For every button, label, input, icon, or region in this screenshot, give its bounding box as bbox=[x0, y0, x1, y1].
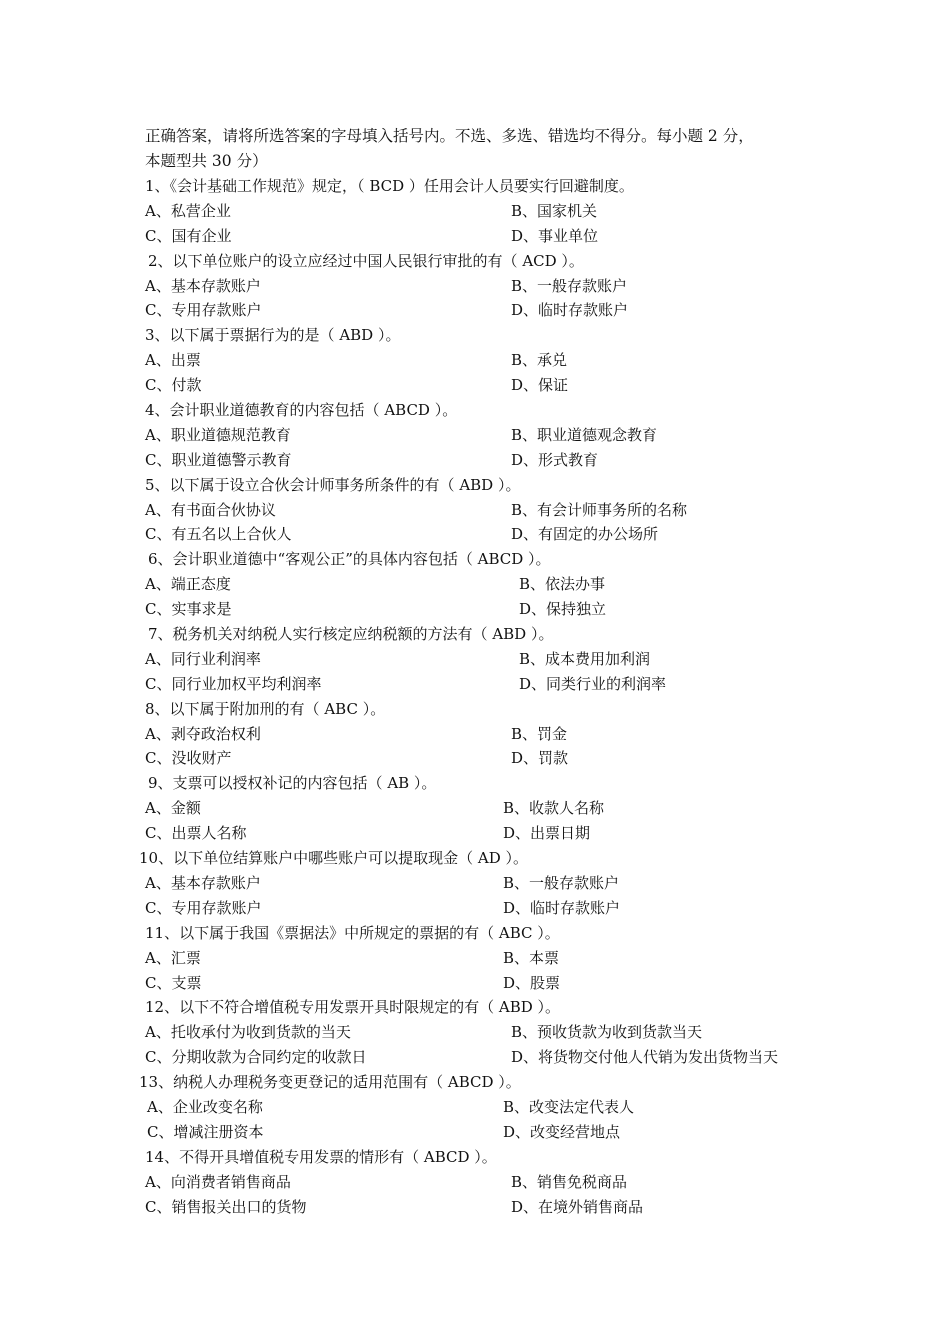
option-d: D、临时存款账户 bbox=[511, 301, 629, 320]
option-a: A、汇票 bbox=[145, 948, 201, 967]
option-a: A、私营企业 bbox=[145, 201, 231, 220]
question-9 bbox=[0, 771, 950, 846]
option-a: A、基本存款账户 bbox=[145, 276, 261, 295]
option-d: D、事业单位 bbox=[511, 226, 599, 245]
instructions-line-2: 本题型共 30 分） bbox=[145, 152, 268, 170]
option-d: D、出票日期 bbox=[503, 824, 591, 843]
option-b: B、成本费用加利润 bbox=[519, 649, 651, 668]
option-a: A、托收承付为收到货款的当天 bbox=[145, 1023, 351, 1042]
option-b: B、收款人名称 bbox=[503, 799, 605, 818]
option-b: B、罚金 bbox=[511, 724, 568, 743]
option-a: A、同行业利润率 bbox=[145, 649, 261, 668]
question-stem: 6、会计职业道德中“客观公正”的具体内容包括（ ABCD ）。 bbox=[148, 550, 551, 569]
option-b: B、本票 bbox=[503, 948, 560, 967]
option-a: A、职业道德规范教育 bbox=[145, 425, 291, 444]
option-d: D、将货物交付他人代销为发出货物当天 bbox=[511, 1048, 779, 1067]
question-6 bbox=[0, 547, 950, 622]
option-c: C、国有企业 bbox=[145, 226, 232, 245]
option-b: B、依法办事 bbox=[519, 575, 606, 594]
question-13 bbox=[0, 1070, 950, 1145]
question-stem: 13、纳税人办理税务变更登记的适用范围有（ ABCD ）。 bbox=[139, 1073, 521, 1092]
option-b: B、承兑 bbox=[511, 351, 568, 370]
option-c: C、支票 bbox=[145, 973, 202, 992]
option-c: C、专用存款账户 bbox=[145, 301, 262, 320]
question-stem: 3、以下属于票据行为的是（ ABD ）。 bbox=[145, 326, 401, 345]
option-c: C、分期收款为合同约定的收款日 bbox=[145, 1048, 367, 1067]
question-stem: 11、以下属于我国《票据法》中所规定的票据的有（ ABC ）。 bbox=[145, 923, 560, 942]
option-c: C、付款 bbox=[145, 376, 202, 395]
option-d: D、改变经营地点 bbox=[503, 1122, 621, 1141]
option-b: B、国家机关 bbox=[511, 201, 598, 220]
question-8 bbox=[0, 697, 950, 772]
option-c: C、同行业加权平均利润率 bbox=[145, 674, 322, 693]
question-stem: 2、以下单位账户的设立应经过中国人民银行审批的有（ ACD ）。 bbox=[148, 251, 584, 270]
question-stem: 14、不得开具增值税专用发票的情形有（ ABCD ）。 bbox=[145, 1147, 497, 1166]
option-c: C、销售报关出口的货物 bbox=[145, 1197, 307, 1216]
option-c: C、出票人名称 bbox=[145, 824, 247, 843]
option-a: A、企业改变名称 bbox=[147, 1097, 263, 1116]
question-1 bbox=[0, 174, 950, 249]
question-4 bbox=[0, 398, 950, 473]
question-5 bbox=[0, 473, 950, 548]
option-d: D、形式教育 bbox=[511, 450, 599, 469]
option-c: C、职业道德警示教育 bbox=[145, 450, 292, 469]
option-d: D、临时存款账户 bbox=[503, 898, 621, 917]
option-a: A、出票 bbox=[145, 351, 201, 370]
question-stem: 12、以下不符合增值税专用发票开具时限规定的有（ ABD ）。 bbox=[145, 998, 561, 1017]
question-10 bbox=[0, 846, 950, 921]
option-a: A、基本存款账户 bbox=[145, 873, 261, 892]
option-b: B、一般存款账户 bbox=[511, 276, 628, 295]
option-a: A、端正态度 bbox=[145, 575, 231, 594]
option-d: D、股票 bbox=[503, 973, 561, 992]
question-11 bbox=[0, 921, 950, 996]
option-b: B、预收货款为收到货款当天 bbox=[511, 1023, 703, 1042]
option-b: B、有会计师事务所的名称 bbox=[511, 500, 688, 519]
option-d: D、同类行业的利润率 bbox=[519, 674, 667, 693]
question-2 bbox=[0, 249, 950, 324]
option-c: C、实事求是 bbox=[145, 600, 232, 619]
question-stem: 1、《会计基础工作规范》规定，（ BCD ）任用会计人员要实行回避制度。 bbox=[145, 177, 634, 195]
option-d: D、保持独立 bbox=[519, 600, 607, 619]
question-14 bbox=[0, 1145, 950, 1220]
question-12 bbox=[0, 995, 950, 1070]
option-a: A、金额 bbox=[145, 799, 201, 818]
question-stem: 9、支票可以授权补记的内容包括（ AB ）。 bbox=[148, 774, 437, 793]
option-c: C、增减注册资本 bbox=[147, 1122, 264, 1141]
instructions-line-1: 正确答案，请将所选答案的字母填入括号内。不选、多选、错选均不得分。每小题 2 分， bbox=[145, 127, 754, 145]
option-b: B、一般存款账户 bbox=[503, 873, 620, 892]
question-list bbox=[0, 174, 950, 1219]
option-a: A、剥夺政治权利 bbox=[145, 724, 261, 743]
option-b: B、改变法定代表人 bbox=[503, 1097, 635, 1116]
option-a: A、向消费者销售商品 bbox=[145, 1172, 291, 1191]
option-c: C、有五名以上合伙人 bbox=[145, 525, 292, 544]
option-a: A、有书面合伙协议 bbox=[145, 500, 276, 519]
option-b: B、销售免税商品 bbox=[511, 1172, 628, 1191]
question-3 bbox=[0, 323, 950, 398]
question-stem: 4、会计职业道德教育的内容包括（ ABCD ）。 bbox=[145, 401, 458, 420]
question-stem: 7、税务机关对纳税人实行核定应纳税额的方法有（ ABD ）。 bbox=[148, 625, 554, 644]
option-d: D、在境外销售商品 bbox=[511, 1197, 644, 1216]
option-b: B、职业道德观念教育 bbox=[511, 425, 658, 444]
question-stem: 10、以下单位结算账户中哪些账户可以提取现金（ AD ）。 bbox=[139, 849, 528, 868]
option-c: C、专用存款账户 bbox=[145, 898, 262, 917]
question-7 bbox=[0, 622, 950, 697]
option-d: D、保证 bbox=[511, 376, 569, 395]
section-instructions bbox=[145, 124, 845, 174]
option-c: C、没收财产 bbox=[145, 749, 232, 768]
question-stem: 5、以下属于设立合伙会计师事务所条件的有（ ABD ）。 bbox=[145, 475, 521, 494]
option-d: D、罚款 bbox=[511, 749, 569, 768]
question-stem: 8、以下属于附加刑的有（ ABC ）。 bbox=[145, 699, 386, 718]
option-d: D、有固定的办公场所 bbox=[511, 525, 659, 544]
